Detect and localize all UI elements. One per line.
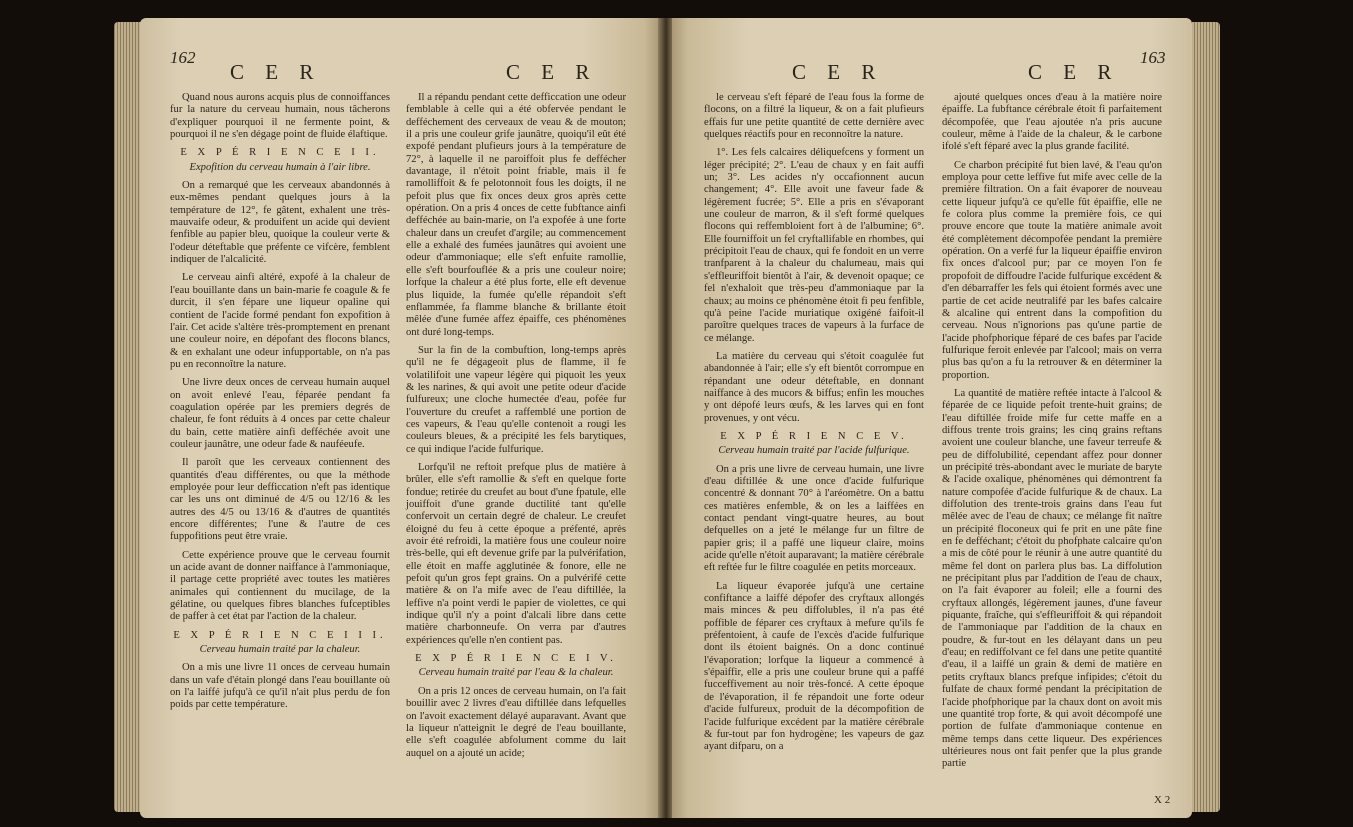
running-head: C E R (792, 60, 884, 84)
paragraph: On a pris une livre de cerveau humain, une livre d'eau diftillée & une once d'acide fulfurique concentré & donnant 70° à l'aréomètre. On a battu ces matières enfemble, & on les a laiffées en contact pendant vingt-quatre heures, au bout defquelles on a jeté le mélange fur un filtre de papier gris; il a paffé une liqueur claire, moins acide qu'elle n'étoit auparavant; la matière cérébrale eft reftée fur le filtre coagulée en petits morceaux. (704, 463, 924, 574)
paragraph: Il a répandu pendant cette defficcation une odeur femblable à celle qui a été obfervée pendant le defféchement des cerveaux de veau & de mouton; il a pris une couleur grife jaunâtre, quoiqu'il eût été expofé pendant plufieurs jours à la température de 72°, à laquelle il ne paroiffoit plus fe deffécher davantage, il n'étoit point friable, mais il fe ramolliffoit & fe pelotonnoit fous les doigts, il ne pefoit plus que fix onces deux gros après cette opération. On a pris 4 onces de cette fubftance ainfi defféchée au bain-marie, on l'a expofée à une forte chaleur dans un creufet d'argile; au commencement elle a exhalé des fumées jaunâtres qui avoient une odeur d'ammoniaque; elle s'eft enfuite ramollie, elle s'eft bourfouflée & a pris une couleur noire; lorfque la chaleur a été plus forte, elle eft devenue plus liquide, la fumée qu'elle répandoit s'eft enflammée, fa flamme blanche & brillante étoit mêlée d'une fumée affez épaiffe, ces phénomènes ont duré long-temps. (406, 92, 626, 338)
paragraph: Il paroît que les cerveaux contiennent des quantités d'eau différentes, ou que la méthode employée pour leur defficcation n'eft pas identique car les uns ont diminué de 4/5 ou 12/16 & les autres des 4/5 ou 13/16 & d'autres de quantités encore différentes; l'une & l'autre de ces fuppofitions peut être vraie. (170, 457, 390, 543)
paragraph: La quantité de matière reftée intacte à l'alcool & féparée de ce liquide pefoit trente-huit grains; de l'eau diftillée froide mife fur cette maffe en a diffous trente trois grains; les cinq grains reftans avoient une couleur blanche, une faveur terreufe & peu de diffolubilité, cependant affez pour donner un précipité très-abondant avec le muriate de baryte & l'acide oxalique, phénomènes qui démontrent fa nature compofée d'acide fulfurique & de chaux. La diffolution des trente-trois grains dans l'eau fut mêlée avec de l'eau de chaux; ce mélange fit naître un précipité floconeux qui fe prit en une pâte fine en fe defféchant; c'étoit du phofphate calcaire qu'on a mis de côté pour le réunir à une autre quantité du même fel dont on parlera plus bas. La diffolution ne précipitant plus par l'addition de l'eau de chaux, on l'a fait évaporer au foleil; elle a fourni des cryftaux allongés, légèrement jaunes, d'une faveur piquante, fraîche, qui s'effleuriffoit & qui répandoit de l'ammoniaque par l'addition de la chaux en poudre, & fur-tout en les délayant dans un peu d'eau; en rediffolvant ce fel dans une petite quantité d'eau, il a laiffé un grain & demi de matière en petits cryftaux blancs prefque infipides; c'étoit du fulfate de chaux formé pendant la précipitation de l'acide phofphorique par la chaux dont on avoit mis une quantité trop forte, & qui avoit décompofé une portion de fulfate d'ammoniaque contenue en même temps dans cette liqueur. Des expériences ultérieures nous ont fait penfer que la plus grande partie (942, 387, 1162, 770)
paragraph: Lorfqu'il ne reftoit prefque plus de matière à brûler, elle s'eft ramollie & s'eft en quelque forte fondue; retirée du creufet au bout d'une fpatule, elle jouiffoit d'une grande ductilité tant qu'elle confervoit un certain degré de chaleur. Le creufet éloigné du feu à cette époque a préfenté, après avoir été refroidi, la matière fous une couleur noire très-belle, qui eft devenue grife par la pulvérifation, elle étoit en maffe agglutinée & fonore, elle ne pefoit qu'un gros fept grains. On a pulvérifé cette matière & on l'a mife avec de l'eau diftillée, la leffive n'a point verdi le papier de violettes, ce qui indique qu'il n'y a point d'alcali libre dans cette matière charbonneufe. On verra par d'autres expériences qu'elle n'en contient pas. (406, 461, 626, 646)
section-subtitle: Cerveau humain traité par l'acide fulfurique. (718, 445, 910, 457)
section-subtitle: Cerveau humain traité par la chaleur. (199, 644, 361, 656)
paragraph: Ce charbon précipité fut bien lavé, & l'eau qu'on employa pour cette leffive fut mife avec celle de la première filtration. On a fait évaporer de nouveau cette liqueur jufqu'à ce qu'elle fût épaiffie, elle ne fe colora plus comme la première fois, ce qui prouve encore que toute la matière animale avoit été complètement décompofée pendant la première opération. On a verfé fur la liqueur épaiffie environ fix onces d'alcool pur; par ce moyen l'on fe propofoit de diffoudre l'acide fulfurique excédent & d'en débarraffer les fels qui étoient formés avec une partie de cet acide neutralifé par les bafes calcaire & alcaline qui entrent dans la compofition du cerveau. Nous n'ignorions pas qu'une partie de l'acide phofphorique féparé de ces bafes par l'acide fulfurique feroit enlevée par l'alcool; mais on verra plus bas qu'on a fu la retrouver & en déterminer la proportion. (942, 159, 1162, 381)
section-heading: E X P É R I E N C E I I. (180, 147, 380, 159)
page-number: 163 (1140, 48, 1166, 67)
text-column-2 (942, 92, 1162, 777)
paragraph: le cerveau s'eft féparé de l'eau fous la forme de flocons, on a filtré la liqueur, & on a fait plufieurs effais fur une petite quantité de cette dernière avec quelques réactifs pour en reconnoître la nature. (704, 92, 924, 141)
paragraph: Quand nous aurons acquis plus de connoiffances fur la nature du cerveau humain, nous tâcherons d'expliquer pourquoi il ne fermente point, & pourquoi il ne s'en dégage point de fluide élaftique. (170, 92, 390, 141)
running-head: C E R (230, 60, 322, 84)
running-head: C E R (506, 60, 598, 84)
signature-mark: X 2 (1154, 794, 1171, 806)
paragraph: Sur la fin de la combuftion, long-temps après qu'il ne fe dégageoit plus de flamme, il fe volatilifoit une vapeur légère qui piquoit les yeux & les narines, & qui avoit une petite odeur d'acide fulfureux; une cloche humectée d'eau, pofée fur l'ouverture du creufet a raffemblé une portion de ces vapeurs, & l'eau qu'elle contenoit a rougi les couleurs bleues, & a précipité les fels barytiques, ce qui indique l'acide fulfurique. (406, 344, 626, 455)
paragraph: 1°. Les fels calcaires déliquefcens y forment un léger précipité; 2°. L'eau de chaux y en fait auffi un; 3°. Les acides n'y occafionnent aucun changement; 4°. Elle avoit une faveur fade & légèrement fucrée; 5°. Elle a pris en s'évaporant une couleur de marron, & il s'eft formé quelques flocons qui reffembloient fort à de l'albumine; 6°. Elle fourniffoit un fel cryftallifable en rhombes, qui précipitoit l'eau de chaux, qui fe fondoit en un verre tranfparent à la chaleur du chalumeau, mais qui s'effleuriffoit bientôt à l'air, & devenoit opaque; ce fel n'exhaloit que très-peu d'ammoniaque par la chaux; au moins ce phénomène étoit fi peu fenfible, qu'à peine l'acide muriatique oxigéné faifoit-il paroître quelques traces de vapeurs à la furface de ce mélange. (704, 147, 924, 344)
page-edges-right (1192, 22, 1220, 812)
paragraph: Une livre deux onces de cerveau humain auquel on avoit enlevé l'eau, féparée pendant fa coagulation opérée par les premiers degrés de chaleur, fe font réduits à 4 onces par cette chaleur du bain, cette matière ainfi defféchée avoit une couleur jaunâtre, une odeur fade & nauféeufe. (170, 377, 390, 450)
page-number: 162 (170, 48, 196, 67)
text-column-1 (704, 92, 924, 760)
paragraph: ajouté quelques onces d'eau à la matière noire épaiffe. La fubftance cérébrale étoit fi parfaitement décompofée, que l'eau ajoutée n'a pris aucune couleur, même à l'aide de la chaleur, & le carbone ifolé s'eft féparé avec la plus grande facilité. (942, 92, 1162, 153)
paragraph: Le cerveau ainfi altéré, expofé à la chaleur de l'eau bouillante dans un bain-marie fe coagule & fe durcit, il s'en fépare une liqueur opaline qui contient de l'acide formé pendant fon expofition à l'air. Cet acide s'altère très-promptement en prenant une couleur noire, en dépofant des flocons blancs, & en exhalant une odeur infupportable, on n'a pas pu en reconnoître la nature. (170, 272, 390, 370)
paragraph: Cette expérience prouve que le cerveau fournit un acide avant de donner naiffance à l'ammoniaque, il partage cette propriété avec toutes les matières animales qui contiennent du mucilage, de la gélatine, ou quelques fibres blanches fufceptibles de paffer à cet état par l'action de la chaleur. (170, 549, 390, 623)
section-subtitle: Expofition du cerveau humain à l'air libre. (189, 161, 371, 173)
text-column-1 (170, 92, 390, 718)
paragraph: On a mis une livre 11 onces de cerveau humain dans un vafe d'étain plongé dans l'eau bouillante où on l'a laiffé jufqu'à ce qu'il n'ait plus perdu de fon poids par cette température. (170, 662, 390, 711)
left-page (140, 18, 660, 818)
paragraph: La matière du cerveau qui s'étoit coagulée fut abandonnée à l'air; elle s'y eft bientôt corrompue en répandant une odeur déteftable, en donnant naiffance à des mucors & biffus; enfin les mouches y ont dépofé leurs œufs, & les larves qui en font provenues, y ont vécu. (704, 350, 924, 424)
text-column-2 (406, 92, 626, 766)
paragraph: On a remarqué que les cerveaux abandonnés à eux-mêmes pendant quelques jours à la température de 12°, fe gâtent, exhalent une très-mauvaife odeur, & produifent un acide qui devient fenfible au papier bleu, quoique la couleur verte & l'odeur déteftable que préfente ce vifcère, femblent indiquer de l'alcalicité. (170, 180, 390, 266)
page-edges-left (114, 22, 142, 812)
right-page (672, 18, 1192, 818)
section-heading: E X P É R I E N C E V. (720, 430, 908, 442)
section-heading: E X P É R I E N C E I V. (415, 653, 617, 665)
section-heading: E X P É R I E N C E I I I. (173, 629, 387, 641)
paragraph: On a pris 12 onces de cerveau humain, on l'a fait bouillir avec 2 livres d'eau diftillée dans lefquelles on l'avoit exactement délayé auparavant. Avant que la liqueur n'atteignit le degré de l'eau bouillante, elle s'eft coagulée abfolument comme du lait auquel on a ajouté un acide; (406, 685, 626, 759)
running-head: C E R (1028, 60, 1120, 84)
paragraph: La liqueur évaporée jufqu'à une certaine confiftance a laiffé dépofer des cryftaux allongés mais minces & peu diffolubles, il n'a pas été poffible de féparer ces cryftaux à mefure qu'ils fe préfentoient, à caufe de l'excès d'acide fulfurique dont ils étoient baignés. On a donc continué l'évaporation; lorfque la liqueur a commencé à s'épaiffir, elle a pris une couleur brune qui a paffé fucceffivement au noir très-foncé. A cette époque de l'évaporation, il fe répandoit une forte odeur d'acide fulfureux, produit de la décompofition de l'acide fulfurique excédent par la matière cérébrale & fur-tout par fon hydrogène; les vapeurs de gaz ayant difparu, on a (704, 580, 924, 753)
section-subtitle: Cerveau humain traité par l'eau & la chaleur. (418, 667, 614, 679)
